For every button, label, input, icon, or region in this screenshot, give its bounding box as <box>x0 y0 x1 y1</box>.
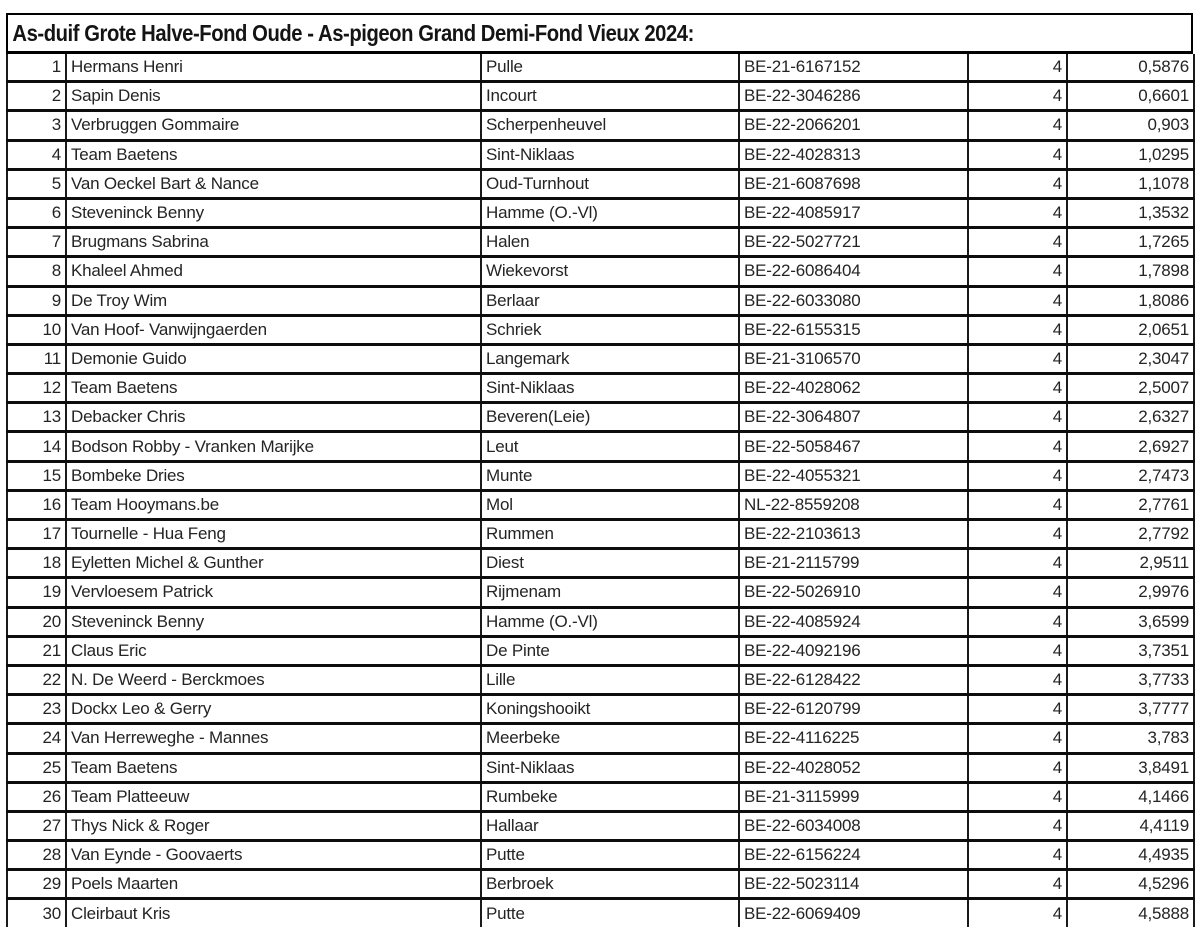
ring-cell: BE-22-6086404 <box>739 257 968 286</box>
rank-cell: 12 <box>7 374 66 403</box>
count-cell: 4 <box>968 520 1067 549</box>
table-row <box>7 344 1194 373</box>
name-cell: Van Hoof- Vanwijngaerden <box>66 315 481 344</box>
name-cell: Team Hooymans.be <box>66 490 481 519</box>
location-cell: De Pinte <box>481 636 739 665</box>
count-cell: 4 <box>968 111 1067 140</box>
coefficient-cell: 2,3047 <box>1067 344 1194 373</box>
location-cell: Rijmenam <box>481 578 739 607</box>
count-cell: 4 <box>968 899 1067 927</box>
coefficient-cell: 4,4935 <box>1067 841 1194 870</box>
coefficient-cell: 0,5876 <box>1067 54 1194 82</box>
count-cell: 4 <box>968 753 1067 782</box>
rank-cell: 27 <box>7 811 66 840</box>
rank-cell: 6 <box>7 198 66 227</box>
coefficient-cell: 3,783 <box>1067 724 1194 753</box>
ring-cell: BE-22-4085917 <box>739 198 968 227</box>
coefficient-cell: 4,5888 <box>1067 899 1194 927</box>
name-cell: Van Herreweghe - Mannes <box>66 724 481 753</box>
name-cell: Team Baetens <box>66 140 481 169</box>
count-cell: 4 <box>968 228 1067 257</box>
location-cell: Sint-Niklaas <box>481 753 739 782</box>
count-cell: 4 <box>968 841 1067 870</box>
table-row <box>7 490 1194 519</box>
rank-cell: 20 <box>7 607 66 636</box>
table-row <box>7 695 1194 724</box>
name-cell: N. De Weerd - Berckmoes <box>66 665 481 694</box>
rank-cell: 19 <box>7 578 66 607</box>
location-cell: Incourt <box>481 82 739 111</box>
coefficient-cell: 2,7761 <box>1067 490 1194 519</box>
name-cell: Steveninck Benny <box>66 198 481 227</box>
name-cell: Tournelle - Hua Feng <box>66 520 481 549</box>
count-cell: 4 <box>968 82 1067 111</box>
coefficient-cell: 0,6601 <box>1067 82 1194 111</box>
ring-cell: BE-22-6155315 <box>739 315 968 344</box>
coefficient-cell: 2,9511 <box>1067 549 1194 578</box>
table-row <box>7 899 1194 927</box>
coefficient-cell: 4,4119 <box>1067 811 1194 840</box>
count-cell: 4 <box>968 870 1067 899</box>
coefficient-cell: 4,1466 <box>1067 782 1194 811</box>
count-cell: 4 <box>968 286 1067 315</box>
table-row <box>7 753 1194 782</box>
location-cell: Hallaar <box>481 811 739 840</box>
rank-cell: 11 <box>7 344 66 373</box>
count-cell: 4 <box>968 549 1067 578</box>
table-row <box>7 724 1194 753</box>
name-cell: Thys Nick & Roger <box>66 811 481 840</box>
name-cell: Bombeke Dries <box>66 461 481 490</box>
rank-cell: 4 <box>7 140 66 169</box>
ring-cell: BE-22-6128422 <box>739 665 968 694</box>
results-table-body <box>7 54 1194 927</box>
ring-cell: BE-22-2103613 <box>739 520 968 549</box>
location-cell: Wiekevorst <box>481 257 739 286</box>
rank-cell: 24 <box>7 724 66 753</box>
location-cell: Beveren(Leie) <box>481 403 739 432</box>
count-cell: 4 <box>968 461 1067 490</box>
location-cell: Diest <box>481 549 739 578</box>
ring-cell: BE-22-5027721 <box>739 228 968 257</box>
coefficient-cell: 2,9976 <box>1067 578 1194 607</box>
count-cell: 4 <box>968 782 1067 811</box>
coefficient-cell: 0,903 <box>1067 111 1194 140</box>
table-row <box>7 607 1194 636</box>
location-cell: Rummen <box>481 520 739 549</box>
name-cell: Brugmans Sabrina <box>66 228 481 257</box>
name-cell: De Troy Wim <box>66 286 481 315</box>
location-cell: Hamme (O.-Vl) <box>481 198 739 227</box>
table-row <box>7 111 1194 140</box>
rank-cell: 2 <box>7 82 66 111</box>
coefficient-cell: 2,0651 <box>1067 315 1194 344</box>
coefficient-cell: 3,7351 <box>1067 636 1194 665</box>
coefficient-cell: 2,6327 <box>1067 403 1194 432</box>
coefficient-cell: 3,6599 <box>1067 607 1194 636</box>
ring-cell: BE-22-4085924 <box>739 607 968 636</box>
rank-cell: 17 <box>7 520 66 549</box>
name-cell: Team Baetens <box>66 374 481 403</box>
ring-cell: BE-22-3064807 <box>739 403 968 432</box>
ring-cell: BE-22-4092196 <box>739 636 968 665</box>
coefficient-cell: 1,8086 <box>1067 286 1194 315</box>
name-cell: Debacker Chris <box>66 403 481 432</box>
location-cell: Leut <box>481 432 739 461</box>
location-cell: Halen <box>481 228 739 257</box>
ring-cell: BE-22-6120799 <box>739 695 968 724</box>
ring-cell: BE-21-6167152 <box>739 54 968 82</box>
count-cell: 4 <box>968 490 1067 519</box>
rank-cell: 7 <box>7 228 66 257</box>
count-cell: 4 <box>968 432 1067 461</box>
rank-cell: 8 <box>7 257 66 286</box>
location-cell: Scherpenheuvel <box>481 111 739 140</box>
table-row <box>7 228 1194 257</box>
ring-cell: BE-22-6033080 <box>739 286 968 315</box>
count-cell: 4 <box>968 636 1067 665</box>
rank-cell: 14 <box>7 432 66 461</box>
table-row <box>7 82 1194 111</box>
coefficient-cell: 3,8491 <box>1067 753 1194 782</box>
rank-cell: 9 <box>7 286 66 315</box>
rank-cell: 23 <box>7 695 66 724</box>
table-row <box>7 140 1194 169</box>
coefficient-cell: 4,5296 <box>1067 870 1194 899</box>
count-cell: 4 <box>968 344 1067 373</box>
coefficient-cell: 1,0295 <box>1067 140 1194 169</box>
ring-cell: BE-22-4055321 <box>739 461 968 490</box>
count-cell: 4 <box>968 169 1067 198</box>
ring-cell: BE-22-5058467 <box>739 432 968 461</box>
coefficient-cell: 1,3532 <box>1067 198 1194 227</box>
table-row <box>7 811 1194 840</box>
location-cell: Pulle <box>481 54 739 82</box>
location-cell: Sint-Niklaas <box>481 374 739 403</box>
table-row <box>7 257 1194 286</box>
ring-cell: BE-22-6069409 <box>739 899 968 927</box>
table-row <box>7 520 1194 549</box>
count-cell: 4 <box>968 403 1067 432</box>
count-cell: 4 <box>968 140 1067 169</box>
count-cell: 4 <box>968 374 1067 403</box>
coefficient-cell: 1,7898 <box>1067 257 1194 286</box>
location-cell: Mol <box>481 490 739 519</box>
coefficient-cell: 1,1078 <box>1067 169 1194 198</box>
ring-cell: BE-22-3046286 <box>739 82 968 111</box>
location-cell: Putte <box>481 841 739 870</box>
ring-cell: BE-22-4028313 <box>739 140 968 169</box>
location-cell: Berlaar <box>481 286 739 315</box>
table-row <box>7 870 1194 899</box>
ring-cell: BE-21-2115799 <box>739 549 968 578</box>
ring-cell: BE-21-3115999 <box>739 782 968 811</box>
table-row <box>7 374 1194 403</box>
table-row <box>7 578 1194 607</box>
rank-cell: 1 <box>7 54 66 82</box>
count-cell: 4 <box>968 724 1067 753</box>
ring-cell: BE-22-4028062 <box>739 374 968 403</box>
coefficient-cell: 3,7777 <box>1067 695 1194 724</box>
count-cell: 4 <box>968 257 1067 286</box>
table-row <box>7 636 1194 665</box>
results-table <box>6 54 1195 927</box>
rank-cell: 3 <box>7 111 66 140</box>
ring-cell: NL-22-8559208 <box>739 490 968 519</box>
location-cell: Koningshooikt <box>481 695 739 724</box>
rank-cell: 13 <box>7 403 66 432</box>
location-cell: Rumbeke <box>481 782 739 811</box>
name-cell: Van Oeckel Bart & Nance <box>66 169 481 198</box>
rank-cell: 28 <box>7 841 66 870</box>
coefficient-cell: 2,7473 <box>1067 461 1194 490</box>
rank-cell: 5 <box>7 169 66 198</box>
name-cell: Bodson Robby - Vranken Marijke <box>66 432 481 461</box>
rank-cell: 10 <box>7 315 66 344</box>
location-cell: Putte <box>481 899 739 927</box>
count-cell: 4 <box>968 607 1067 636</box>
name-cell: Team Platteeuw <box>66 782 481 811</box>
location-cell: Meerbeke <box>481 724 739 753</box>
location-cell: Schriek <box>481 315 739 344</box>
count-cell: 4 <box>968 578 1067 607</box>
name-cell: Team Baetens <box>66 753 481 782</box>
rank-cell: 18 <box>7 549 66 578</box>
name-cell: Van Eynde - Goovaerts <box>66 841 481 870</box>
ring-cell: BE-22-4028052 <box>739 753 968 782</box>
location-cell: Langemark <box>481 344 739 373</box>
name-cell: Poels Maarten <box>66 870 481 899</box>
coefficient-cell: 2,5007 <box>1067 374 1194 403</box>
ring-cell: BE-22-6034008 <box>739 811 968 840</box>
rank-cell: 15 <box>7 461 66 490</box>
table-row <box>7 549 1194 578</box>
name-cell: Khaleel Ahmed <box>66 257 481 286</box>
coefficient-cell: 3,7733 <box>1067 665 1194 694</box>
rank-cell: 25 <box>7 753 66 782</box>
location-cell: Berbroek <box>481 870 739 899</box>
rank-cell: 29 <box>7 870 66 899</box>
count-cell: 4 <box>968 665 1067 694</box>
ring-cell: BE-22-2066201 <box>739 111 968 140</box>
name-cell: Hermans Henri <box>66 54 481 82</box>
location-cell: Sint-Niklaas <box>481 140 739 169</box>
location-cell: Oud-Turnhout <box>481 169 739 198</box>
count-cell: 4 <box>968 54 1067 82</box>
name-cell: Steveninck Benny <box>66 607 481 636</box>
name-cell: Vervloesem Patrick <box>66 578 481 607</box>
name-cell: Claus Eric <box>66 636 481 665</box>
name-cell: Verbruggen Gommaire <box>66 111 481 140</box>
title-box <box>6 13 1193 54</box>
table-row <box>7 54 1194 82</box>
table-row <box>7 315 1194 344</box>
rank-cell: 22 <box>7 665 66 694</box>
table-row <box>7 782 1194 811</box>
table-row <box>7 286 1194 315</box>
ring-cell: BE-21-3106570 <box>739 344 968 373</box>
count-cell: 4 <box>968 315 1067 344</box>
table-row <box>7 403 1194 432</box>
table-row <box>7 198 1194 227</box>
ring-cell: BE-22-4116225 <box>739 724 968 753</box>
count-cell: 4 <box>968 695 1067 724</box>
name-cell: Demonie Guido <box>66 344 481 373</box>
rank-cell: 30 <box>7 899 66 927</box>
rank-cell: 16 <box>7 490 66 519</box>
name-cell: Dockx Leo & Gerry <box>66 695 481 724</box>
rank-cell: 26 <box>7 782 66 811</box>
name-cell: Sapin Denis <box>66 82 481 111</box>
location-cell: Munte <box>481 461 739 490</box>
table-row <box>7 841 1194 870</box>
ring-cell: BE-22-5026910 <box>739 578 968 607</box>
count-cell: 4 <box>968 811 1067 840</box>
name-cell: Cleirbaut Kris <box>66 899 481 927</box>
location-cell: Hamme (O.-Vl) <box>481 607 739 636</box>
rank-cell: 21 <box>7 636 66 665</box>
table-row <box>7 169 1194 198</box>
ring-cell: BE-21-6087698 <box>739 169 968 198</box>
table-row <box>7 432 1194 461</box>
page-title: As-duif Grote Halve-Fond Oude - As-pigeon Grand Demi-Fond Vieux 2024: <box>12 19 694 46</box>
location-cell: Lille <box>481 665 739 694</box>
table-row <box>7 665 1194 694</box>
coefficient-cell: 2,7792 <box>1067 520 1194 549</box>
ring-cell: BE-22-5023114 <box>739 870 968 899</box>
ring-cell: BE-22-6156224 <box>739 841 968 870</box>
name-cell: Eyletten Michel & Gunther <box>66 549 481 578</box>
count-cell: 4 <box>968 198 1067 227</box>
table-row <box>7 461 1194 490</box>
coefficient-cell: 1,7265 <box>1067 228 1194 257</box>
coefficient-cell: 2,6927 <box>1067 432 1194 461</box>
